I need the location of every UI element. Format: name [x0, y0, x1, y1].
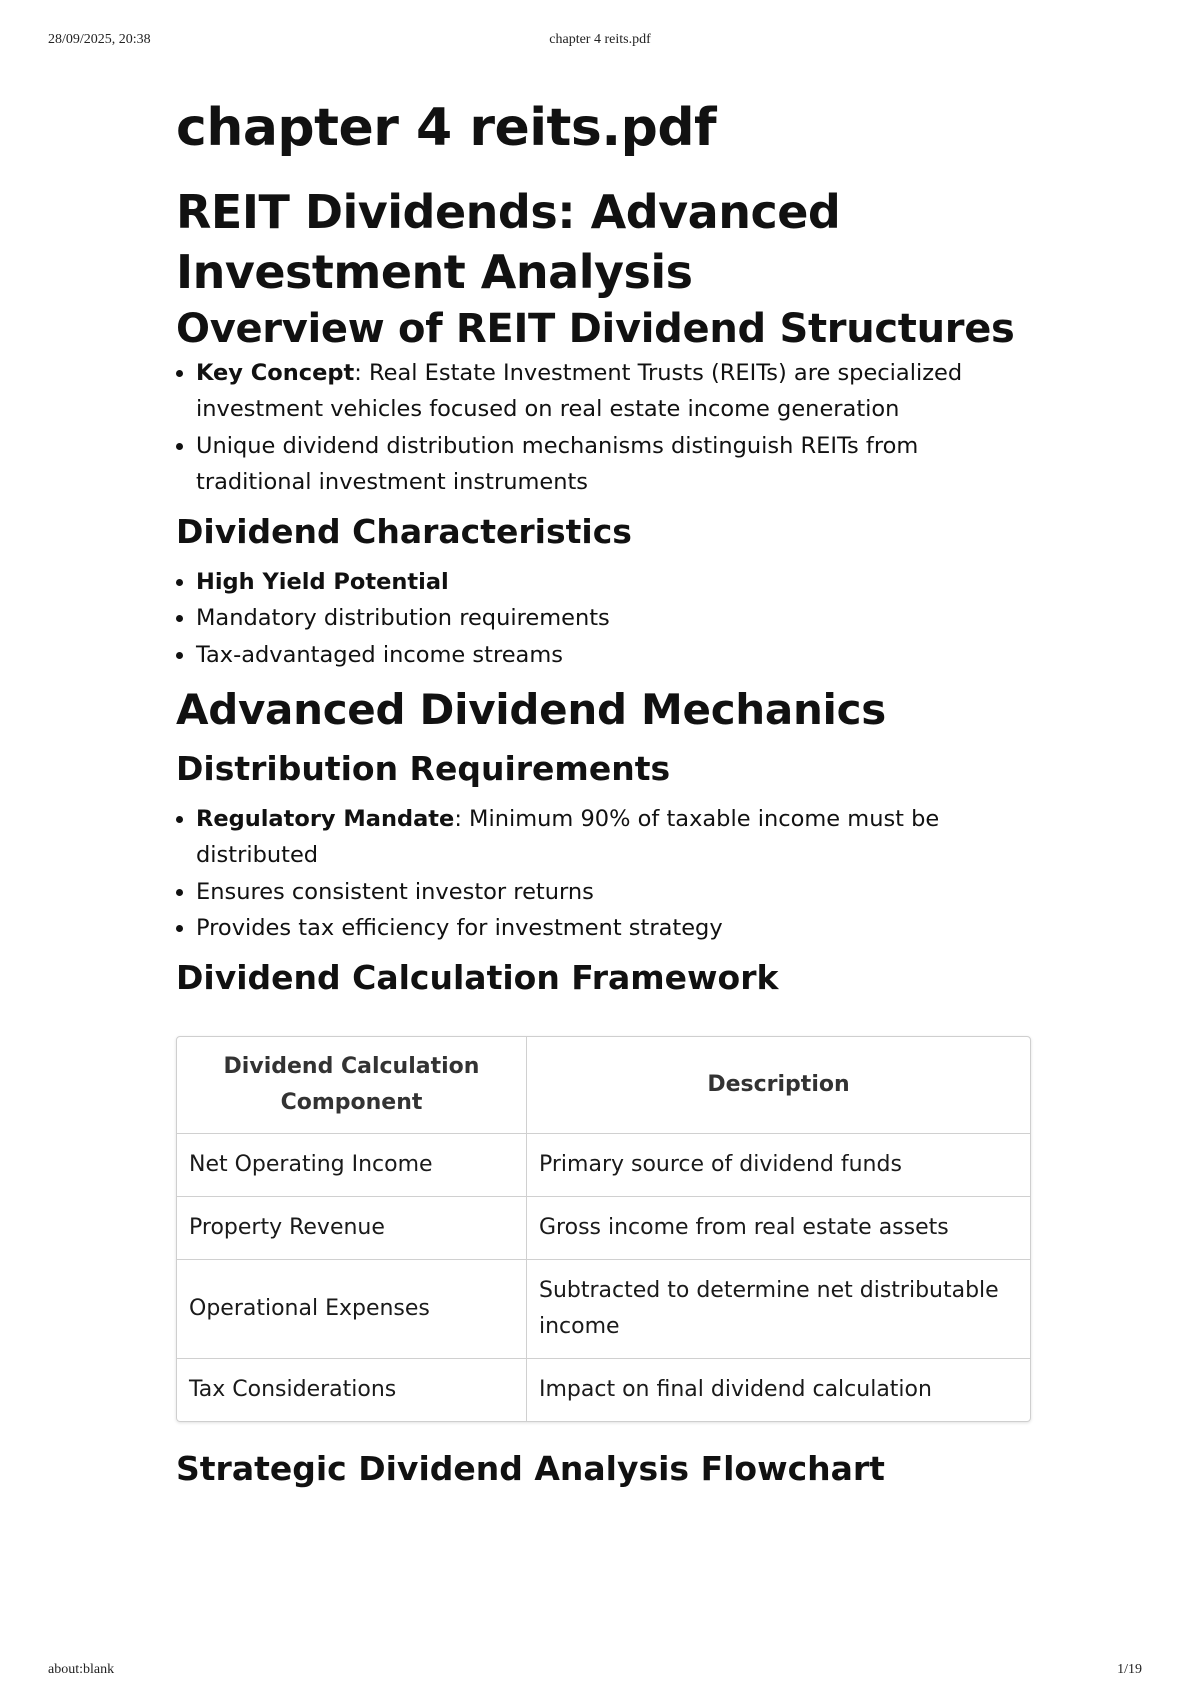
list-item-text: Provides tax efficiency for investment strategy	[196, 915, 723, 942]
table-cell-component: Tax Considerations	[177, 1359, 527, 1421]
table-header-row	[177, 1037, 1030, 1134]
list-item-text: Tax-advantaged income streams	[196, 641, 563, 668]
list-item	[196, 428, 1031, 501]
table-row	[177, 1359, 1030, 1421]
list-item	[196, 801, 1031, 874]
list-item	[196, 637, 1031, 674]
table-cell-component: Property Revenue	[177, 1197, 527, 1260]
overview-list	[176, 355, 1031, 501]
table-cell-description: Primary source of dividend funds	[527, 1134, 1030, 1197]
document-title: chapter 4 reits.pdf	[176, 98, 717, 158]
list-item-text: Unique dividend distribution mechanisms distinguish REITs from traditional investment instruments	[196, 432, 919, 496]
print-page-number: 1/19	[1117, 1662, 1142, 1677]
list-item-bold: Regulatory Mandate	[196, 805, 455, 832]
print-url: about:blank	[48, 1662, 115, 1677]
overview-heading: Overview of REIT Dividend Structures	[176, 305, 1015, 352]
list-item-bold: Key Concept	[196, 359, 355, 386]
list-item	[196, 600, 1031, 637]
list-item-bold: High Yield Potential	[196, 568, 449, 595]
document-body	[176, 100, 1031, 1500]
flowchart-heading: Strategic Dividend Analysis Flowchart	[176, 1448, 885, 1488]
table-cell-description: Gross income from real estate assets	[527, 1197, 1030, 1260]
dividend-calculation-table	[176, 1036, 1031, 1422]
advanced-heading: Advanced Dividend Mechanics	[176, 685, 886, 735]
list-item	[196, 910, 1031, 947]
list-item	[196, 355, 1031, 428]
column-header-component: Dividend Calculation Component	[177, 1037, 527, 1134]
table-cell-description: Subtracted to determine net distributable income	[527, 1260, 1030, 1359]
table-cell-description: Impact on final dividend calculation	[539, 1376, 932, 1402]
characteristics-heading: Dividend Characteristics	[176, 511, 632, 551]
print-doc-name: chapter 4 reits.pdf	[549, 32, 651, 47]
list-item	[196, 564, 1031, 601]
framework-heading: Dividend Calculation Framework	[176, 957, 779, 997]
main-heading: REIT Dividends: Advanced Investment Analysis	[176, 185, 841, 299]
print-datetime: 28/09/2025, 20:38	[48, 32, 151, 47]
column-header-description: Description	[527, 1037, 1030, 1134]
table-cell-component: Net Operating Income	[177, 1134, 527, 1197]
table-row	[177, 1260, 1030, 1359]
list-item	[196, 874, 1031, 911]
list-item-text: Mandatory distribution requirements	[196, 605, 610, 632]
list-item-text: : Minimum 90% of taxable income must be distributed	[196, 805, 940, 869]
table-row	[177, 1197, 1030, 1260]
table-row	[177, 1134, 1030, 1197]
distribution-heading: Distribution Requirements	[176, 748, 671, 788]
table-cell-component: Operational Expenses	[177, 1260, 527, 1359]
distribution-list	[176, 801, 1031, 947]
list-item-text: Ensures consistent investor returns	[196, 878, 594, 905]
list-item-text: : Real Estate Investment Trusts (REITs) are specialized investment vehicles focused on real estate income generation	[196, 359, 963, 423]
characteristics-list	[176, 564, 1031, 674]
